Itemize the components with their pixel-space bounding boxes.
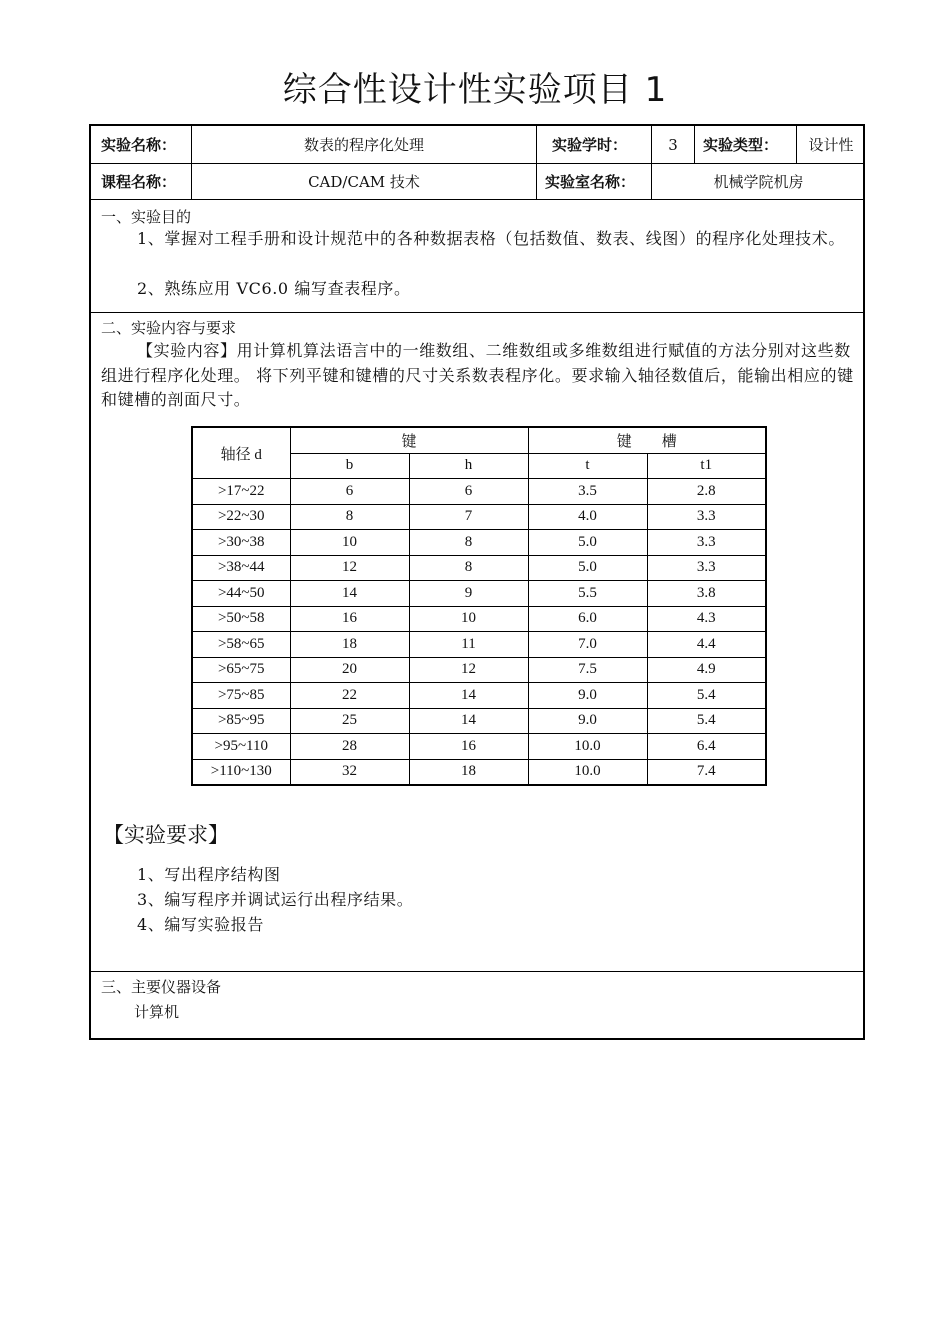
table-cell: 4.9 — [647, 657, 766, 683]
section1-item1: 1、掌握对工程手册和设计规范中的各种数据表格（包括数值、数表、线图）的程序化处理技术。 — [137, 229, 845, 248]
table-cell: >50~58 — [192, 606, 290, 632]
table-row — [192, 555, 766, 581]
table-cell: 3.3 — [647, 555, 766, 581]
requirement-item: 1、写出程序结构图 — [137, 865, 281, 884]
row-divider — [91, 199, 863, 200]
course-name-label: 课程名称： — [101, 172, 177, 191]
requirements-heading: 【实验要求】 — [103, 823, 229, 847]
table-cell: 14 — [409, 683, 528, 709]
table-cell: >22~30 — [192, 504, 290, 530]
section1-item2: 2、熟练应用 VC6.0 编写查表程序。 — [137, 279, 411, 298]
table-cell: 3.8 — [647, 581, 766, 607]
table-cell: 18 — [409, 759, 528, 785]
requirement-item: 4、编写实验报告 — [137, 915, 264, 934]
table-cell: 25 — [290, 708, 409, 734]
table-cell: 16 — [409, 734, 528, 760]
table-cell: 7 — [409, 504, 528, 530]
section2-content: 【实验内容】用计算机算法语言中的一维数组、二维数组或多维数组进行赋值的方法分别对这些数组进行程序化处理。 将下列平键和键槽的尺寸关系数表程序化。要求输入轴径数值后，能输出相应的键和键槽的剖面尺寸。 — [101, 341, 854, 409]
table-cell: >30~38 — [192, 530, 290, 556]
page-title: 综合性设计性实验项目 1 — [282, 70, 668, 110]
table-cell: 12 — [290, 555, 409, 581]
table-cell: 8 — [409, 555, 528, 581]
col-group-key: 键 — [290, 427, 528, 453]
type-value: 设计性 — [808, 136, 854, 154]
table-cell: 14 — [409, 708, 528, 734]
table-cell: 9.0 — [528, 683, 647, 709]
table-cell: 3.3 — [647, 504, 766, 530]
type-label: 实验类型： — [703, 136, 779, 154]
table-row — [192, 530, 766, 556]
col-header-h: h — [409, 453, 528, 479]
table-cell: 22 — [290, 683, 409, 709]
table-cell: 5.4 — [647, 708, 766, 734]
table-cell: >38~44 — [192, 555, 290, 581]
table-cell: >95~110 — [192, 734, 290, 760]
table-cell: 6 — [290, 479, 409, 505]
table-cell: 6.4 — [647, 734, 766, 760]
table-cell: 20 — [290, 657, 409, 683]
table-cell: 14 — [290, 581, 409, 607]
key-dimension-table — [191, 426, 767, 786]
experiment-name-value: 数表的程序化处理 — [303, 136, 424, 154]
table-cell: 10 — [409, 606, 528, 632]
lab-name-label: 实验室名称： — [545, 172, 636, 191]
col-header-b: b — [290, 453, 409, 479]
requirement-item: 3、编写程序并调试运行出程序结果。 — [137, 890, 414, 909]
table-row — [192, 504, 766, 530]
hours-label: 实验学时： — [552, 136, 628, 154]
table-cell: >75~85 — [192, 683, 290, 709]
col-group-slot: 键 槽 — [528, 427, 766, 453]
table-row — [192, 708, 766, 734]
table-cell: 18 — [290, 632, 409, 658]
table-cell: 28 — [290, 734, 409, 760]
course-name-value: CAD/CAM 技术 — [308, 172, 420, 191]
table-cell: 9.0 — [528, 708, 647, 734]
table-cell: >65~75 — [192, 657, 290, 683]
table-cell: 10.0 — [528, 759, 647, 785]
col-header-shaft: 轴径 d — [192, 427, 290, 479]
col-header-t1: t1 — [647, 453, 766, 479]
table-cell: 5.0 — [528, 530, 647, 556]
table-row — [192, 606, 766, 632]
section1-heading: 一、实验目的 — [101, 208, 192, 226]
table-cell: 5.4 — [647, 683, 766, 709]
table-cell: >17~22 — [192, 479, 290, 505]
section3-item: 计算机 — [134, 1003, 180, 1021]
hours-value: 3 — [668, 135, 678, 154]
table-cell: 8 — [290, 504, 409, 530]
table-cell: >58~65 — [192, 632, 290, 658]
table-row — [192, 734, 766, 760]
table-cell: 4.4 — [647, 632, 766, 658]
table-cell: 11 — [409, 632, 528, 658]
table-cell: 7.4 — [647, 759, 766, 785]
table-row — [192, 759, 766, 785]
table-cell: 16 — [290, 606, 409, 632]
table-cell: 2.8 — [647, 479, 766, 505]
table-cell: 6.0 — [528, 606, 647, 632]
table-cell: 10 — [290, 530, 409, 556]
experiment-name-label: 实验名称： — [101, 136, 177, 154]
table-cell: 4.0 — [528, 504, 647, 530]
table-cell: >85~95 — [192, 708, 290, 734]
table-cell: 6 — [409, 479, 528, 505]
table-cell: 8 — [409, 530, 528, 556]
section-divider — [91, 312, 863, 313]
table-cell: 7.0 — [528, 632, 647, 658]
table-row — [192, 632, 766, 658]
table-cell: 10.0 — [528, 734, 647, 760]
table-cell: >110~130 — [192, 759, 290, 785]
table-cell: 5.5 — [528, 581, 647, 607]
section-divider — [91, 971, 863, 972]
table-cell: 7.5 — [528, 657, 647, 683]
table-cell: 12 — [409, 657, 528, 683]
table-cell: 9 — [409, 581, 528, 607]
table-row — [192, 581, 766, 607]
table-cell: 5.0 — [528, 555, 647, 581]
col-header-t: t — [528, 453, 647, 479]
lab-name-value: 机械学院机房 — [713, 172, 804, 191]
section2-heading: 二、实验内容与要求 — [101, 319, 237, 337]
table-cell: 32 — [290, 759, 409, 785]
table-row — [192, 683, 766, 709]
table-cell: 3.3 — [647, 530, 766, 556]
table-cell: 4.3 — [647, 606, 766, 632]
section3-heading: 三、主要仪器设备 — [101, 978, 222, 996]
table-row — [192, 657, 766, 683]
table-row — [192, 479, 766, 505]
table-cell: 3.5 — [528, 479, 647, 505]
table-cell: >44~50 — [192, 581, 290, 607]
experiment-form — [89, 124, 865, 1040]
